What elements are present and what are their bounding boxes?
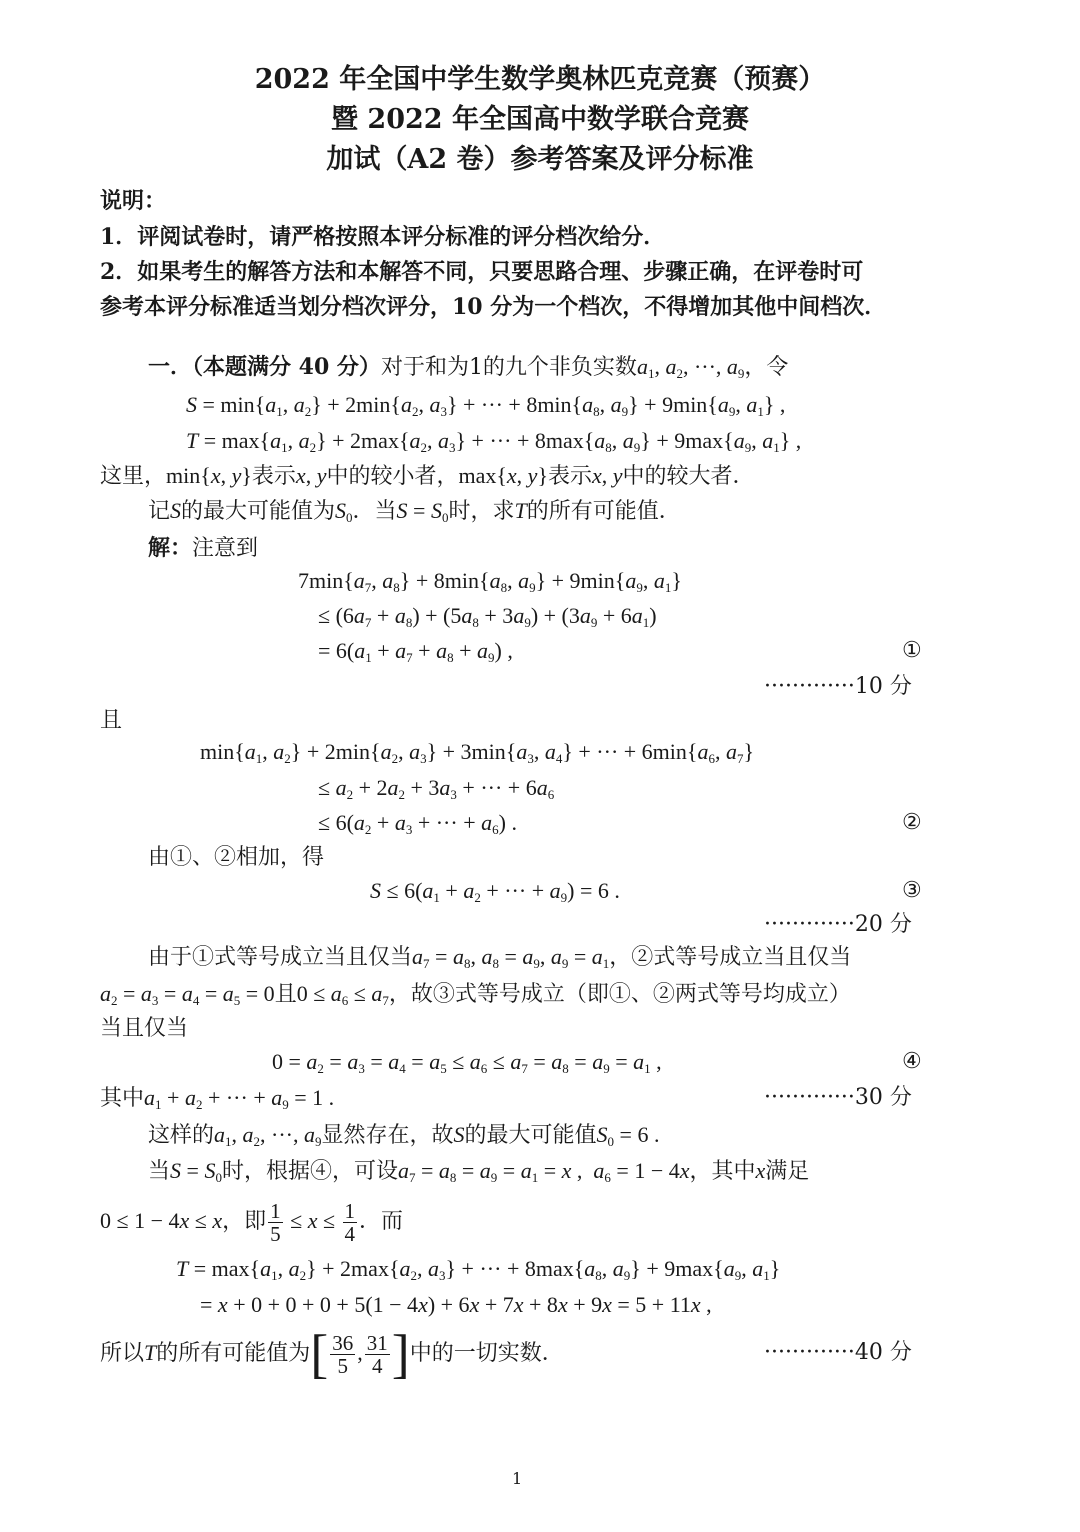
note-item-2a: 2．如果考生的解答方法和本解答不同，只要思路合理、步骤正确，在评卷时可 xyxy=(100,259,864,285)
eq1-line-3: = $6(a_1 + a_7 + a_8 + a_9)$ , xyxy=(318,638,513,665)
when-line: 当$S = S_0$时，根据④，可设$a_7 = a_8 = a_9 = a_1 = x$ , $a_6 = 1 - 4x$，其中x满足 xyxy=(148,1158,810,1185)
marker-4: ④ xyxy=(902,1049,922,1074)
note-item-1: 1．评阅试卷时，请严格按照本评分标准的评分档次给分． xyxy=(100,224,666,250)
problem-here-line: 这里，min{x, y}表示x, y中的较小者，max{x, y}表示x, y中的较大者． xyxy=(100,463,755,489)
eq-d: ，故③式等号成立（即①、②两式等号均成立） xyxy=(388,982,851,1007)
left-bracket: [ xyxy=(310,1324,329,1384)
and2-text: ．而 xyxy=(359,1209,404,1234)
marker-3: ③ xyxy=(902,878,922,903)
T-line-2: = x + 0 + 0 + 0 + 5(1 − 4x) + 6x + 7x + 8x + 9x = 5 + 11x , xyxy=(200,1292,712,1317)
solution-label: 解： xyxy=(148,535,193,561)
ask-b: 的最大可能值为 xyxy=(181,499,336,524)
frac-hi-den: 4 xyxy=(344,1221,356,1246)
frac-hi-num: 1 xyxy=(344,1198,356,1223)
ask-d: 时，求 xyxy=(448,499,515,524)
and-text: 且 xyxy=(100,708,123,733)
right-bracket: ] xyxy=(391,1324,410,1384)
frac-r2-den: 4 xyxy=(372,1353,383,1378)
notes-heading: 说明： xyxy=(100,188,167,214)
page-number: 1 xyxy=(512,1469,523,1488)
score-20: ·············20 分 xyxy=(764,912,912,937)
formula-T-def: $T = \max\{a_1$, $a_2\} + 2\max\{a_2$, $a_3$} + ··· + $8\max\{a_8$, $a_9\} + 9\max\{a_9$, $a_1$} , xyxy=(186,428,802,455)
final-line: 所以T的所有可能值为[ $\frac{36}{5}$ , $\frac{31}{4}$ ]中的一切实数． xyxy=(100,1324,564,1384)
marker-1: ① xyxy=(902,638,922,663)
ask-a: 记 xyxy=(148,499,171,524)
title-line-2: 暨 2022 年全国高中数学联合竞赛 xyxy=(331,104,749,135)
eq2-line-2: ≤ $a_2 + 2a_2 + 3a_3$ + ··· + $6a_6$ xyxy=(318,775,555,802)
score-40: ·············40 分 xyxy=(764,1340,912,1365)
frac-r2-num: 31 xyxy=(366,1330,388,1355)
exists-c: 的最大可能值 xyxy=(464,1123,597,1148)
exists-b: 显然存在，故 xyxy=(321,1123,454,1148)
ask-c: ．当 xyxy=(352,499,397,524)
exists-line: 这样的$a_1$, $a_2$, ···, $a_9$显然存在，故S的最大可能值$S_0 = 6$ . xyxy=(148,1122,660,1149)
adding-text: 由①、②相加，得 xyxy=(148,845,325,870)
eq1-line-1: $7\min\{a_7$, $a_8\} + 8\min\{a_8$, $a_9\} + 9\min\{a_9$, $a_1$} xyxy=(298,568,682,595)
when-d: 满足 xyxy=(765,1159,810,1184)
score-30: ·············30 分 xyxy=(764,1085,912,1110)
final-a: 所以 xyxy=(100,1341,145,1366)
problem-line-1: 一．（本题满分 40 分）对于和为1的九个非负实数$a_1$, $a_2$, ···, $a_9$，令 xyxy=(148,354,789,381)
marker-2: ② xyxy=(902,810,922,835)
eq2-line-1: $\min\{a_1$, $a_2\} + 2\min\{a_2$, $a_3\} + 3\min\{a_3$, $a_4$} + ··· + $6\min\{a_6$, $a_7$} xyxy=(200,739,755,766)
eq1-line-2: ≤ $(6a_7 + a_8) + (5a_8 + 3a_9) + (3a_9 + 6a_1)$ xyxy=(318,603,657,630)
problem-label: 一．（本题满分 40 分） xyxy=(148,354,381,380)
when-a: 当 xyxy=(148,1159,171,1184)
range-line: 0 ≤ 1 − 4x ≤ x，即 $\frac{1}{5}$ ≤ x ≤ $\frac{1}{4}$ ．而 xyxy=(100,1198,404,1246)
T-line-1: $T = \max\{a_1$, $a_2\} + 2\max\{a_2$, $a_3$} + ··· + $8\max\{a_8$, $a_9\} + 9\max\{a_9$, $a_1$} xyxy=(176,1256,781,1283)
frac-lo-num: 1 xyxy=(270,1198,281,1223)
note-item-2b: 参考本评分标准适当划分档次评分，10 分为一个档次，不得增加其他中间档次． xyxy=(100,294,887,320)
eq3: $S \le 6(a_1 + a_2$ + ··· + $a_9) = 6$ . xyxy=(370,878,620,905)
problem-text-1: 对于和为1的九个非负实数 xyxy=(380,355,637,380)
final-b: 的所有可能值为 xyxy=(156,1341,311,1366)
where-text: 其中 xyxy=(100,1086,145,1111)
max-desc: 表示 xyxy=(548,464,593,489)
larger-text: 中的较大者． xyxy=(622,464,755,489)
iff-text: 当且仅当 xyxy=(100,1016,189,1041)
fraction-range-high xyxy=(365,1332,390,1377)
title-line-3: 加试（A2 卷）参考答案及评分标准 xyxy=(326,144,754,175)
frac-lo-den: 5 xyxy=(270,1221,281,1246)
when-c: ，其中 xyxy=(689,1159,756,1184)
min-desc: 表示 xyxy=(251,464,296,489)
ie-text: ，即 xyxy=(222,1209,267,1234)
eq4: $0 = a_2 = a_3 = a_4 = a_5 \le a_6 \le a_7 = a_8 = a_9 = a_1$ , xyxy=(272,1049,662,1076)
equality-line-1: 由于①式等号成立当且仅当$a_7 = a_8$, $a_8 = a_9$, $a_9 = a_1$，②式等号成立当且仅当 xyxy=(148,944,852,971)
equality-line-2: $a_2 = a_3 = a_4 = a_5 = 0$且$0 \le a_6 \le a_7$，故③式等号成立（即①、②两式等号均成立） xyxy=(100,981,851,1008)
frac-r1-den: 5 xyxy=(337,1353,349,1378)
solution-note: 注意到 xyxy=(192,536,259,561)
fraction-range-low xyxy=(330,1332,355,1377)
title-line-1: 2022 年全国中学生数学奥林匹克竞赛（预赛） xyxy=(254,64,826,95)
problem-ask-line: 记S的最大可能值为$S_0$．当$S = S_0$时，求T的所有可能值． xyxy=(148,498,681,525)
fraction-lower xyxy=(268,1200,283,1245)
eq2-line-3: ≤ $6(a_2 + a_3$ + ··· + $a_6$) . xyxy=(318,810,517,837)
score-10: ·············10 分 xyxy=(764,674,912,699)
ask-e: 的所有可能值． xyxy=(526,499,681,524)
final-c: 中的一切实数． xyxy=(409,1341,564,1366)
problem-text-1-end: ，令 xyxy=(744,355,789,380)
exists-a: 这样的 xyxy=(148,1123,215,1148)
frac-r1-num: 36 xyxy=(332,1330,354,1355)
eq-c: 且 xyxy=(274,982,297,1007)
here-text: 这里， xyxy=(100,464,167,489)
formula-S-def: $S = \min\{a_1$, $a_2\} + 2\min\{a_2$, $a_3$} + ··· + $8\min\{a_8$, $a_9\} + 9\min\{a_9$, $a_1$} , xyxy=(186,392,786,419)
smaller-text: 中的较小者， xyxy=(326,464,459,489)
when-b: 时，根据④，可设 xyxy=(221,1159,398,1184)
eq-a: 由于①式等号成立当且仅当 xyxy=(148,945,413,970)
fraction-upper xyxy=(343,1200,358,1245)
eq-b: ，②式等号成立当且仅当 xyxy=(609,945,852,970)
where-line: 其中$a_1 + a_2$ + ··· + $a_9 = 1$ . xyxy=(100,1085,335,1112)
solution-intro xyxy=(148,533,258,564)
